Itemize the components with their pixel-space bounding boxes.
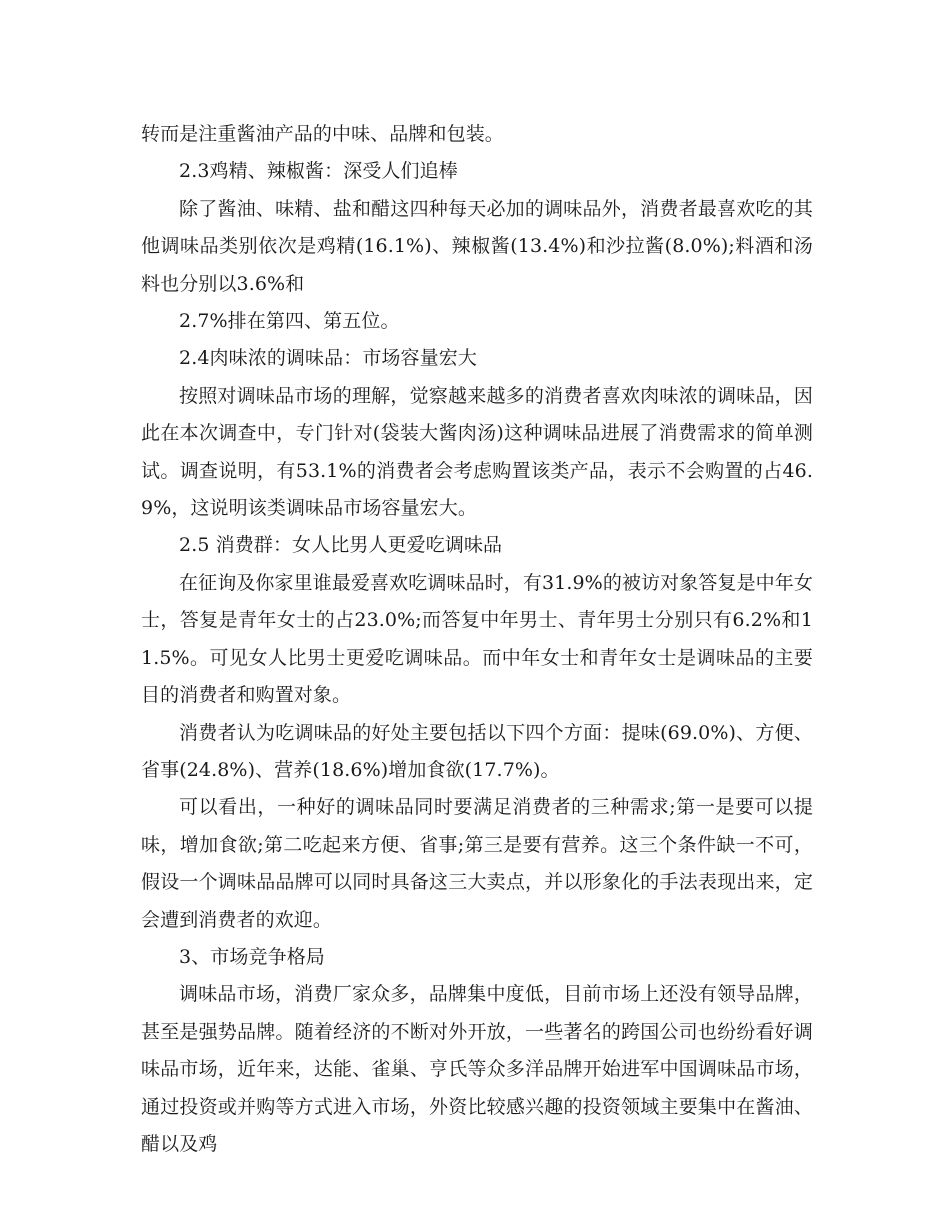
- heading-3: 3、市场竞争格局: [179, 945, 325, 968]
- heading-2-4: 2.4肉味浓的调味品：市场容量宏大: [179, 347, 477, 370]
- paragraph-6: 消费者认为吃调味品的好处主要包括以下四个方面：提味(69.0%)、方便、省事(24.8%)、营养(18.6%)增加食欲(17.7%)。: [141, 721, 813, 781]
- paragraph-1: 转而是注重酱油产品的中味、品牌和包装。: [141, 123, 504, 145]
- heading-2-3: 2.3鸡精、辣椒酱：深受人们追棒: [179, 160, 458, 183]
- document-body: [141, 116, 813, 1163]
- paragraph-8: 调味品市场，消费厂家众多，品牌集中度低，目前市场上还没有领导品牌，甚至是强势品牌。随着经济的不断对外开放，一些著名的跨国公司也纷纷看好调味品市场，近年来，达能、雀巢、亨氏等众多洋品牌开始进军中国调味品市场，通过投资或并购等方式进入市场，外资比较感兴趣的投资领域主要集中在酱油、醋以及鸡: [141, 983, 813, 1155]
- paragraph-2: 除了酱油、味精、盐和醋这四种每天必加的调味品外，消费者最喜欢吃的其他调味品类别依次是鸡精(16.1%)、辣椒酱(13.4%)和沙拉酱(8.0%);料酒和汤料也分别以3.6%和: [141, 197, 813, 295]
- paragraph-5: 在征询及你家里谁最爱喜欢吃调味品时，有31.9%的被访对象答复是中年女士，答复是青年女士的占23.0%;而答复中年男士、青年男士分别只有6.2%和11.5%。可见女人比男士更爱吃调味品。而中年女士和青年女士是调味品的主要目的消费者和购置对象。: [141, 571, 813, 707]
- paragraph-4: 按照对调味品市场的理解，觉察越来越多的消费者喜欢肉味浓的调味品，因此在本次调查中，专门针对(袋装大酱肉汤)这种调味品进展了消费需求的简单测试。调查说明，有53.1%的消费者会考虑购置该类产品，表示不会购置的占46.9%，这说明该类调味品市场容量宏大。: [141, 384, 813, 520]
- paragraph-3: 2.7%排在第四、第五位。: [179, 310, 400, 333]
- heading-2-5: 2.5 消费群：女人比男人更爱吃调味品: [179, 534, 503, 557]
- paragraph-7: 可以看出，一种好的调味品同时要满足消费者的三种需求;第一是要可以提味，增加食欲;第二吃起来方便、省事;第三是要有营养。这三个条件缺一不可，假设一个调味品品牌可以同时具备这三大卖点，并以形象化的手法表现出来，定会遭到消费者的欢迎。: [141, 796, 813, 931]
